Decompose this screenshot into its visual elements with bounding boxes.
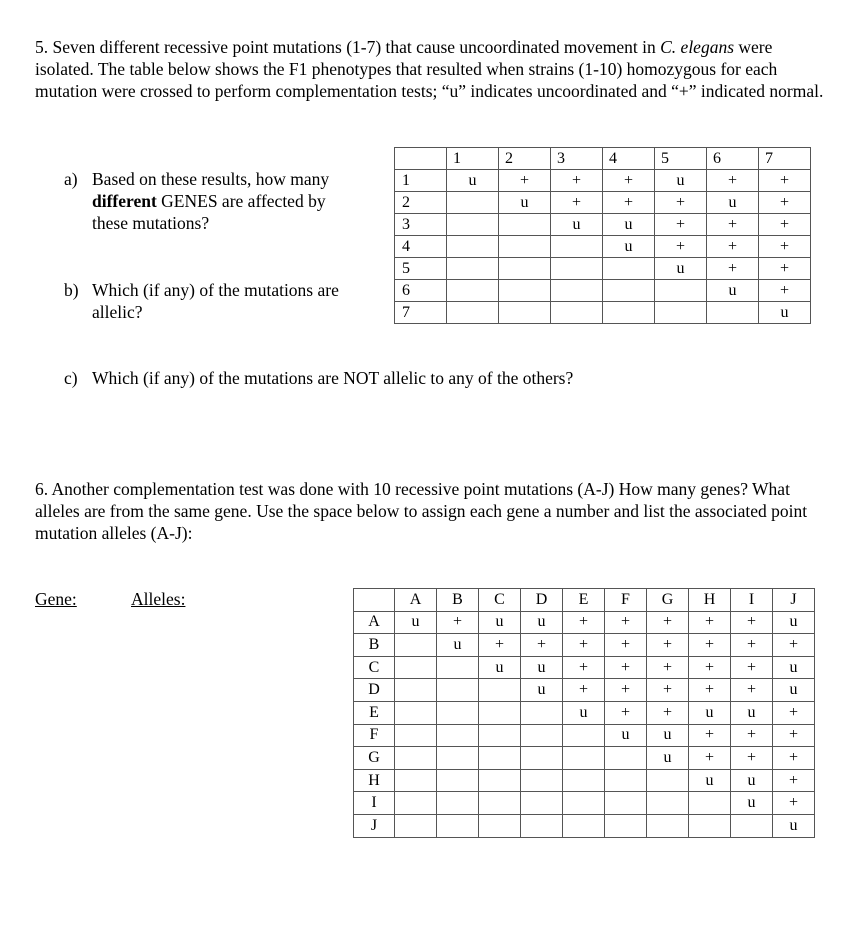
table-cell: u xyxy=(731,701,773,724)
table-cell xyxy=(603,258,655,280)
complementation-table-1 xyxy=(394,147,811,324)
row-header: 7 xyxy=(395,302,447,324)
table-cell xyxy=(479,814,521,837)
gene-label: Gene: xyxy=(35,589,77,609)
q5c-label: c) xyxy=(64,368,78,388)
table-cell: + xyxy=(731,747,773,770)
table-cell: u xyxy=(521,611,563,634)
table-cell: u xyxy=(689,769,731,792)
table2-col-header: B xyxy=(437,589,479,612)
row-header: D xyxy=(354,679,395,702)
table-cell: u xyxy=(395,611,437,634)
table-cell xyxy=(395,656,437,679)
table-cell xyxy=(563,747,605,770)
table2-col-header: F xyxy=(605,589,647,612)
table-cell xyxy=(563,769,605,792)
table-cell xyxy=(655,280,707,302)
table-cell xyxy=(689,792,731,815)
table-cell xyxy=(603,302,655,324)
table-cell xyxy=(479,769,521,792)
table-row xyxy=(354,724,815,747)
table1-col-header: 5 xyxy=(655,148,707,170)
table-cell xyxy=(437,769,479,792)
table-cell xyxy=(437,724,479,747)
table-cell: u xyxy=(563,701,605,724)
table-cell xyxy=(551,302,603,324)
table-cell xyxy=(603,280,655,302)
table-cell xyxy=(521,792,563,815)
row-header: B xyxy=(354,634,395,657)
table-cell: + xyxy=(647,634,689,657)
table-cell: + xyxy=(655,214,707,236)
table-cell: + xyxy=(689,747,731,770)
table-row xyxy=(354,701,815,724)
table-cell xyxy=(437,701,479,724)
table-cell xyxy=(499,258,551,280)
table-cell: + xyxy=(479,634,521,657)
table-cell xyxy=(395,747,437,770)
table-cell: + xyxy=(689,724,731,747)
table-cell xyxy=(479,679,521,702)
table-cell: + xyxy=(773,701,815,724)
table-cell: + xyxy=(707,214,759,236)
table-cell: + xyxy=(689,656,731,679)
table-cell xyxy=(447,236,499,258)
table-cell xyxy=(499,302,551,324)
table-cell xyxy=(437,656,479,679)
table-row xyxy=(354,656,815,679)
table-cell: + xyxy=(563,634,605,657)
table-cell: + xyxy=(707,258,759,280)
q5a-text xyxy=(92,168,362,234)
table-cell: + xyxy=(655,236,707,258)
table-cell xyxy=(563,724,605,747)
table1-col-header: 6 xyxy=(707,148,759,170)
table-cell: u xyxy=(731,792,773,815)
table-row xyxy=(354,792,815,815)
table-cell xyxy=(395,814,437,837)
table-cell: + xyxy=(731,634,773,657)
table-cell xyxy=(731,814,773,837)
table-row xyxy=(354,634,815,657)
table-cell xyxy=(479,747,521,770)
table-cell xyxy=(521,701,563,724)
q5a-text-pre: Based on these results, how many xyxy=(92,169,330,189)
table1-header-row xyxy=(395,148,811,170)
table-row xyxy=(354,611,815,634)
row-header: 4 xyxy=(395,236,447,258)
table-row xyxy=(395,214,811,236)
table-cell: + xyxy=(731,679,773,702)
table-cell: + xyxy=(731,656,773,679)
table-cell: + xyxy=(773,792,815,815)
table2-col-header: I xyxy=(731,589,773,612)
table-cell: + xyxy=(551,192,603,214)
row-header: 6 xyxy=(395,280,447,302)
table-cell xyxy=(395,792,437,815)
table2-col-header: C xyxy=(479,589,521,612)
table-cell: u xyxy=(759,302,811,324)
table-row xyxy=(395,258,811,280)
table-cell: u xyxy=(689,701,731,724)
table-cell xyxy=(499,214,551,236)
table-cell: + xyxy=(437,611,479,634)
table-cell xyxy=(395,679,437,702)
row-header: F xyxy=(354,724,395,747)
table-cell: + xyxy=(521,634,563,657)
table-cell xyxy=(499,236,551,258)
table-cell: + xyxy=(605,701,647,724)
alleles-label: Alleles: xyxy=(131,589,186,609)
table-cell: u xyxy=(479,611,521,634)
row-header: G xyxy=(354,747,395,770)
table-cell: + xyxy=(773,747,815,770)
table-cell xyxy=(499,280,551,302)
table-cell: + xyxy=(731,611,773,634)
table-cell: + xyxy=(563,611,605,634)
table-cell xyxy=(437,792,479,815)
table1-col-header: 4 xyxy=(603,148,655,170)
table-cell xyxy=(437,814,479,837)
table-cell: u xyxy=(655,170,707,192)
row-header: 1 xyxy=(395,170,447,192)
table-cell: u xyxy=(773,814,815,837)
table-cell xyxy=(647,792,689,815)
table-cell xyxy=(647,769,689,792)
table-cell xyxy=(395,769,437,792)
table1-corner xyxy=(395,148,447,170)
table-cell xyxy=(437,679,479,702)
table-cell xyxy=(605,769,647,792)
table-cell: + xyxy=(689,679,731,702)
table-cell: + xyxy=(731,724,773,747)
row-header: 3 xyxy=(395,214,447,236)
table2-corner xyxy=(354,589,395,612)
table2-header-row xyxy=(354,589,815,612)
table-cell: + xyxy=(605,656,647,679)
table-cell: + xyxy=(689,634,731,657)
table-cell xyxy=(605,747,647,770)
table2-col-header: J xyxy=(773,589,815,612)
table-cell xyxy=(521,747,563,770)
table-cell xyxy=(707,302,759,324)
row-header: E xyxy=(354,701,395,724)
table-cell xyxy=(447,280,499,302)
q5-intro-line1: 5. Seven different recessive point mutations (1-7) that cause uncoordinated movement in xyxy=(35,37,661,57)
table-cell: + xyxy=(563,679,605,702)
table-cell xyxy=(479,792,521,815)
q5a-text-post: GENES are affected by these mutations? xyxy=(92,191,326,233)
table-cell xyxy=(479,701,521,724)
table-cell xyxy=(395,724,437,747)
table-cell: + xyxy=(603,170,655,192)
table-cell: + xyxy=(773,634,815,657)
table-cell: + xyxy=(707,170,759,192)
table-cell: u xyxy=(773,611,815,634)
table-cell: + xyxy=(605,611,647,634)
table-cell: + xyxy=(605,679,647,702)
q5a-label: a) xyxy=(64,169,78,189)
row-header: A xyxy=(354,611,395,634)
table1-col-header: 1 xyxy=(447,148,499,170)
table-cell: u xyxy=(707,280,759,302)
row-header: H xyxy=(354,769,395,792)
table2-col-header: D xyxy=(521,589,563,612)
table-cell: u xyxy=(605,724,647,747)
table-cell: + xyxy=(759,192,811,214)
table-cell: + xyxy=(647,656,689,679)
table-cell: + xyxy=(773,769,815,792)
table-cell: u xyxy=(437,634,479,657)
table-cell: + xyxy=(655,192,707,214)
table-row xyxy=(395,236,811,258)
table2-col-header: H xyxy=(689,589,731,612)
table2-col-header: E xyxy=(563,589,605,612)
table-cell: + xyxy=(759,170,811,192)
table-cell: u xyxy=(603,214,655,236)
table-cell xyxy=(551,280,603,302)
table-row xyxy=(354,769,815,792)
table-cell: + xyxy=(647,611,689,634)
table1-col-header: 3 xyxy=(551,148,603,170)
table-cell xyxy=(551,236,603,258)
table-cell: u xyxy=(731,769,773,792)
table-cell xyxy=(605,814,647,837)
table-cell xyxy=(521,724,563,747)
row-header: 5 xyxy=(395,258,447,280)
table-cell: + xyxy=(647,679,689,702)
table-cell: u xyxy=(647,724,689,747)
table-cell xyxy=(447,214,499,236)
table-cell: + xyxy=(759,258,811,280)
table-cell xyxy=(647,814,689,837)
complementation-table-2 xyxy=(353,588,815,838)
table-row xyxy=(395,280,811,302)
table-cell: u xyxy=(521,656,563,679)
row-header: J xyxy=(354,814,395,837)
table-cell: u xyxy=(773,679,815,702)
table-cell: u xyxy=(521,679,563,702)
table-cell: + xyxy=(499,170,551,192)
table-cell xyxy=(447,192,499,214)
table-cell: u xyxy=(647,747,689,770)
table-cell: u xyxy=(773,656,815,679)
table-cell: + xyxy=(647,701,689,724)
table-cell xyxy=(395,634,437,657)
table-cell xyxy=(563,792,605,815)
table-cell: u xyxy=(499,192,551,214)
table-cell: u xyxy=(707,192,759,214)
table-row xyxy=(354,747,815,770)
table-cell: u xyxy=(551,214,603,236)
table-row xyxy=(395,302,811,324)
table-cell xyxy=(605,792,647,815)
table-cell xyxy=(447,302,499,324)
species-name: C. elegans xyxy=(660,37,735,57)
question-6-intro: 6. Another complementation test was done with 10 recessive point mutations (A-J) How many genes? What alleles are from the same gene. Use the space below to assign each gene a number and list the associated point mutation alleles (A-J): xyxy=(35,479,808,543)
table-cell: + xyxy=(759,280,811,302)
table-cell: + xyxy=(773,724,815,747)
table-cell xyxy=(689,814,731,837)
table-cell xyxy=(521,769,563,792)
table2-col-header: A xyxy=(395,589,437,612)
table1-col-header: 2 xyxy=(499,148,551,170)
table-row xyxy=(354,814,815,837)
table-cell xyxy=(551,258,603,280)
table-row xyxy=(354,679,815,702)
table-cell: + xyxy=(707,236,759,258)
table-cell xyxy=(563,814,605,837)
table-cell: + xyxy=(563,656,605,679)
table-cell xyxy=(479,724,521,747)
table-cell: u xyxy=(603,236,655,258)
table-cell: + xyxy=(689,611,731,634)
q5a-text-bold: different xyxy=(92,191,157,211)
question-5-intro xyxy=(35,36,825,102)
table-cell: u xyxy=(447,170,499,192)
row-header: 2 xyxy=(395,192,447,214)
table-row xyxy=(395,192,811,214)
table-row xyxy=(395,170,811,192)
table-cell xyxy=(437,747,479,770)
q5b-text: Which (if any) of the mutations are allelic? xyxy=(92,280,339,322)
table-cell xyxy=(395,701,437,724)
table-cell: + xyxy=(603,192,655,214)
table-cell: + xyxy=(605,634,647,657)
table2-col-header: G xyxy=(647,589,689,612)
q5b-label: b) xyxy=(64,280,79,300)
table-cell xyxy=(447,258,499,280)
table1-col-header: 7 xyxy=(759,148,811,170)
table-cell: + xyxy=(759,236,811,258)
row-header: C xyxy=(354,656,395,679)
q5c-text: Which (if any) of the mutations are NOT allelic to any of the others? xyxy=(92,368,574,388)
table-cell: u xyxy=(479,656,521,679)
table-cell: + xyxy=(551,170,603,192)
q5-intro-rest: were isolated. The table below shows the F1 phenotypes that resulted when strains (1-10) homozygous for each mutation were crossed to perform complementation tests; “u” indicates uncoordinated and “+” indicated normal. xyxy=(35,37,824,101)
row-header: I xyxy=(354,792,395,815)
table-cell xyxy=(521,814,563,837)
table-cell xyxy=(655,302,707,324)
table-cell: + xyxy=(759,214,811,236)
table-cell: u xyxy=(655,258,707,280)
